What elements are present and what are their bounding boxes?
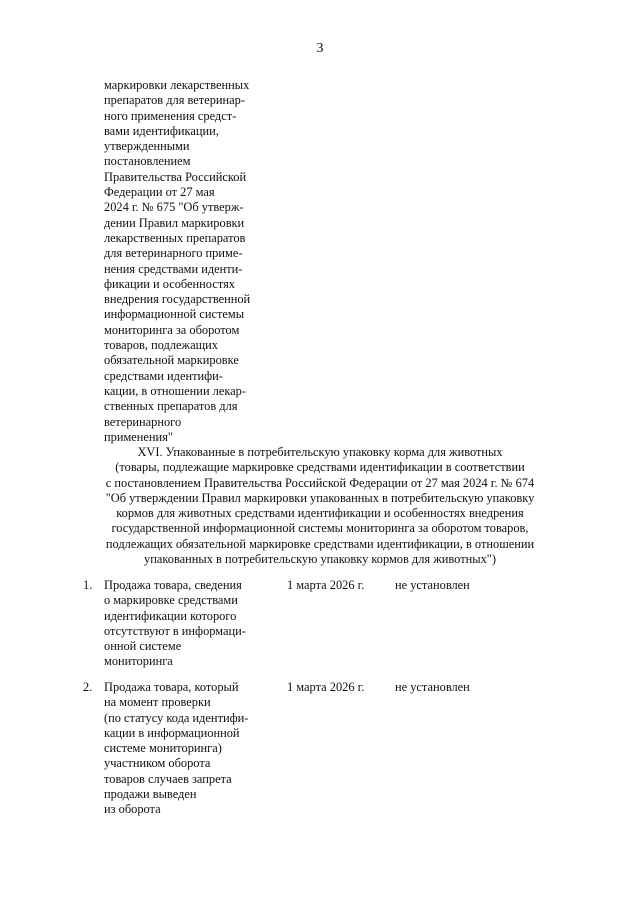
heading-line: государственной информационной системы мониторинга за оборотом товаров,	[111, 521, 529, 536]
cell-line: постановлением	[104, 154, 191, 169]
heading-line: кормов для животных средствами идентификации и особенностях внедрения	[116, 506, 524, 521]
row-description	[104, 578, 279, 670]
row-status: не установлен	[395, 680, 470, 694]
page-number: 3	[316, 41, 324, 56]
continued-table-cell	[104, 78, 279, 445]
description-line: Продажа товара, сведения	[104, 578, 242, 592]
description-line: онной системе	[104, 639, 182, 654]
row-number: 2.	[83, 680, 93, 694]
cell-line: лекарственных препаратов	[104, 230, 246, 245]
heading-line: "Об утверждении Правил маркировки упакованных в потребительскую упаковку	[105, 490, 535, 505]
cell-line: обязательной маркировке	[104, 353, 239, 368]
description-line: участником оборота	[104, 756, 211, 771]
cell-line: мониторинга за оборотом	[104, 322, 240, 337]
cell-line: средствами идентифи-	[104, 368, 223, 383]
heading-line: XVI. Упакованные в потребительскую упаковку корма для животных	[137, 445, 503, 459]
cell-line: кации, в отношении лекар-	[104, 383, 247, 398]
row-date: 1 марта 2026 г.	[287, 578, 365, 592]
description-line: на момент проверки	[104, 695, 211, 710]
description-line: из оборота	[104, 802, 161, 817]
cell-line: маркировки лекарственных	[104, 78, 250, 92]
cell-line: нения средствами иденти-	[104, 261, 243, 276]
description-line: системе мониторинга)	[104, 741, 222, 756]
cell-line: дении Правил маркировки	[104, 215, 245, 230]
cell-line: Федерации от 27 мая	[104, 185, 215, 200]
cell-line: фикации и особенностях	[104, 276, 235, 291]
heading-line: (товары, подлежащие маркировке средствами идентификации в соответствии	[115, 460, 525, 475]
description-line: (по статусу кода идентифи-	[104, 710, 249, 725]
row-status: не установлен	[395, 578, 470, 592]
cell-line: ственных препаратов для	[104, 399, 238, 414]
heading-line: с постановлением Правительства Российской Федерации от 27 мая 2024 г. № 674	[105, 475, 535, 490]
cell-line: вами идентификации,	[104, 123, 219, 138]
description-line: отсутствуют в информаци-	[104, 623, 246, 638]
cell-line: ного применения средст-	[104, 108, 237, 123]
description-line: кации в информационной	[104, 725, 240, 740]
heading-line: подлежащих обязательной маркировке средствами идентификации, в отношении	[105, 536, 535, 551]
description-line: продажи выведен	[104, 787, 197, 802]
cell-line: Правительства Российской	[104, 169, 247, 184]
cell-line: внедрения государственной	[104, 292, 251, 307]
cell-line: 2024 г. № 675 "Об утверж-	[104, 200, 244, 215]
cell-line: информационной системы	[104, 307, 245, 322]
row-date: 1 марта 2026 г.	[287, 680, 365, 694]
description-line: Продажа товара, который	[104, 680, 239, 694]
description-line: мониторинга	[104, 654, 173, 669]
description-line: о маркировке средствами	[104, 593, 238, 608]
description-line: товаров случаев запрета	[104, 771, 232, 786]
row-number: 1.	[83, 578, 93, 592]
section-heading	[70, 445, 570, 567]
cell-line: препаратов для ветеринар-	[104, 93, 245, 108]
row-description	[104, 680, 279, 818]
cell-line: применения"	[104, 429, 173, 444]
cell-line: утвержденными	[104, 139, 190, 154]
cell-line: товаров, подлежащих	[104, 338, 218, 353]
description-line: идентификации которого	[104, 608, 237, 623]
heading-line: упакованных в потребительскую упаковку кормов для животных")	[144, 552, 496, 567]
cell-line: ветеринарного	[104, 414, 182, 429]
cell-line: для ветеринарного приме-	[104, 246, 243, 261]
